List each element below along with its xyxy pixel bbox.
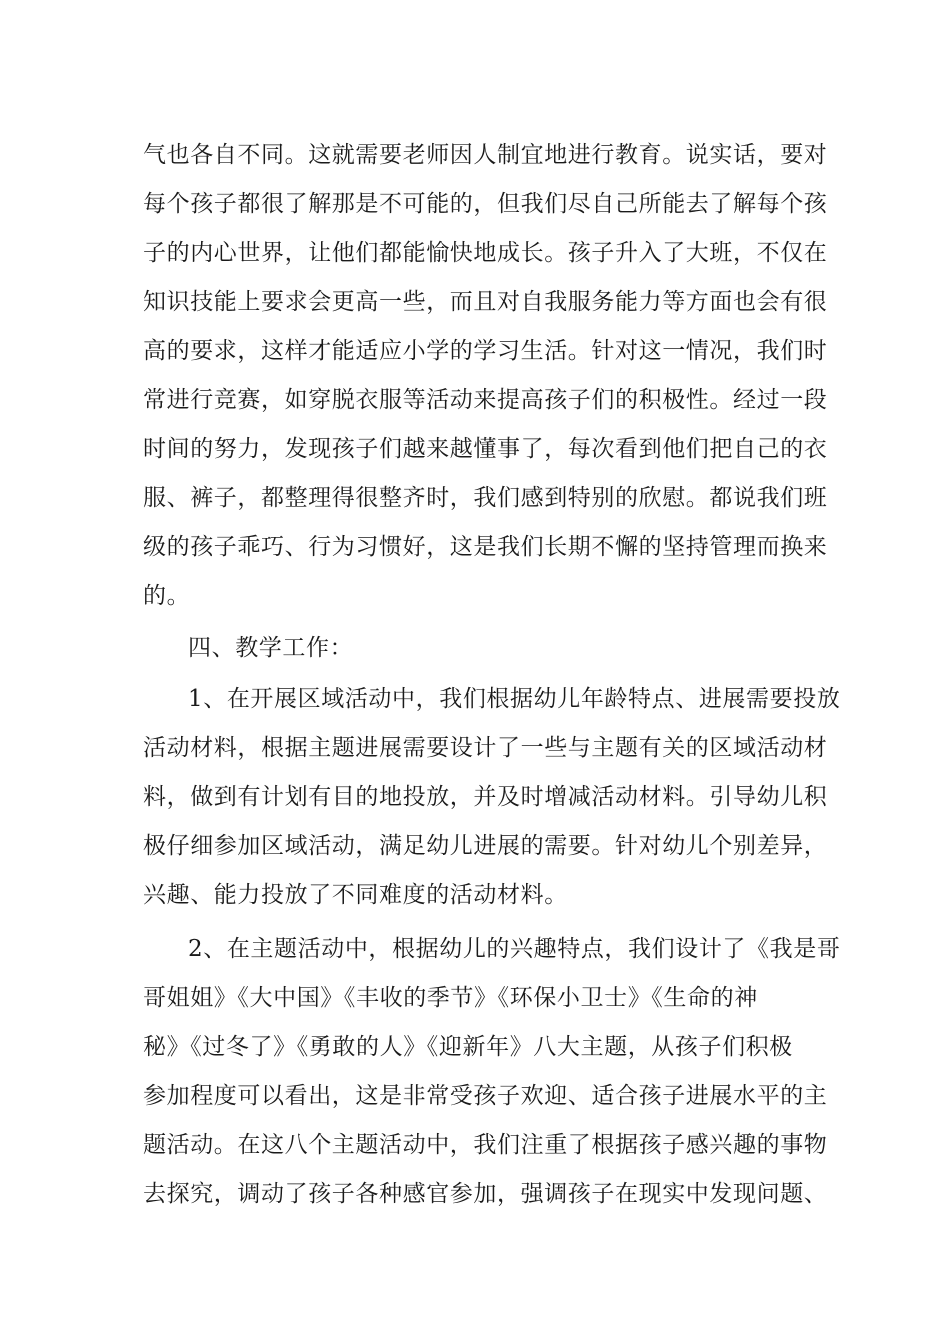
text-line: 气也各自不同。这就需要老师因人制宜地进行教育。说实话，要对 xyxy=(143,142,828,168)
text-line: 级的孩子乖巧、行为习惯好，这是我们长期不懈的坚持管理而换来 xyxy=(143,534,828,560)
text-line: 参加程度可以看出，这是非常受孩子欢迎、适合孩子进展水平的主 xyxy=(143,1083,828,1109)
text-line: 极仔细参加区域活动，满足幼儿进展的需要。针对幼儿个别差异， xyxy=(143,833,828,859)
text-line: 时间的努力，发现孩子们越来越懂事了，每次看到他们把自己的衣 xyxy=(143,436,828,462)
text-line: 的。 xyxy=(143,583,191,609)
text-line: 料，做到有计划有目的地投放，并及时增减活动材料。引导幼儿积 xyxy=(143,784,828,810)
text-line: 服、裤子，都整理得很整齐时，我们感到特别的欣慰。都说我们班 xyxy=(143,485,828,511)
text-line: 活动材料，根据主题进展需要设计了一些与主题有关的区域活动材 xyxy=(143,735,828,761)
text-line: 哥姐姐》《大中国》《丰收的季节》《环保小卫士》《生命的神 xyxy=(143,985,758,1011)
text-line: 秘》《过冬了》《勇敢的人》《迎新年》八大主题，从孩子们积极 xyxy=(143,1034,793,1060)
text-line: 去探究，调动了孩子各种感官参加，强调孩子在现实中发现问题、 xyxy=(143,1181,828,1207)
text-line: 子的内心世界，让他们都能愉快地成长。孩子升入了大班，不仅在 xyxy=(143,240,828,266)
text-line: 1、在开展区域活动中，我们根据幼儿年龄特点、进展需要投放 xyxy=(188,686,841,712)
text-line: 常进行竞赛，如穿脱衣服等活动来提高孩子们的积极性。经过一段 xyxy=(143,387,828,413)
text-line: 知识技能上要求会更高一些，而且对自我服务能力等方面也会有很 xyxy=(143,289,828,315)
text-line: 2、在主题活动中，根据幼儿的兴趣特点，我们设计了《我是哥 xyxy=(188,936,841,962)
text-line: 题活动。在这八个主题活动中，我们注重了根据孩子感兴趣的事物 xyxy=(143,1132,828,1158)
text-line: 每个孩子都很了解那是不可能的，但我们尽自己所能去了解每个孩 xyxy=(143,191,828,217)
section-heading: 四、教学工作： xyxy=(188,635,354,661)
text-line: 高的要求，这样才能适应小学的学习生活。针对这一情况，我们时 xyxy=(143,338,828,364)
text-line: 兴趣、能力投放了不同难度的活动材料。 xyxy=(143,882,568,908)
